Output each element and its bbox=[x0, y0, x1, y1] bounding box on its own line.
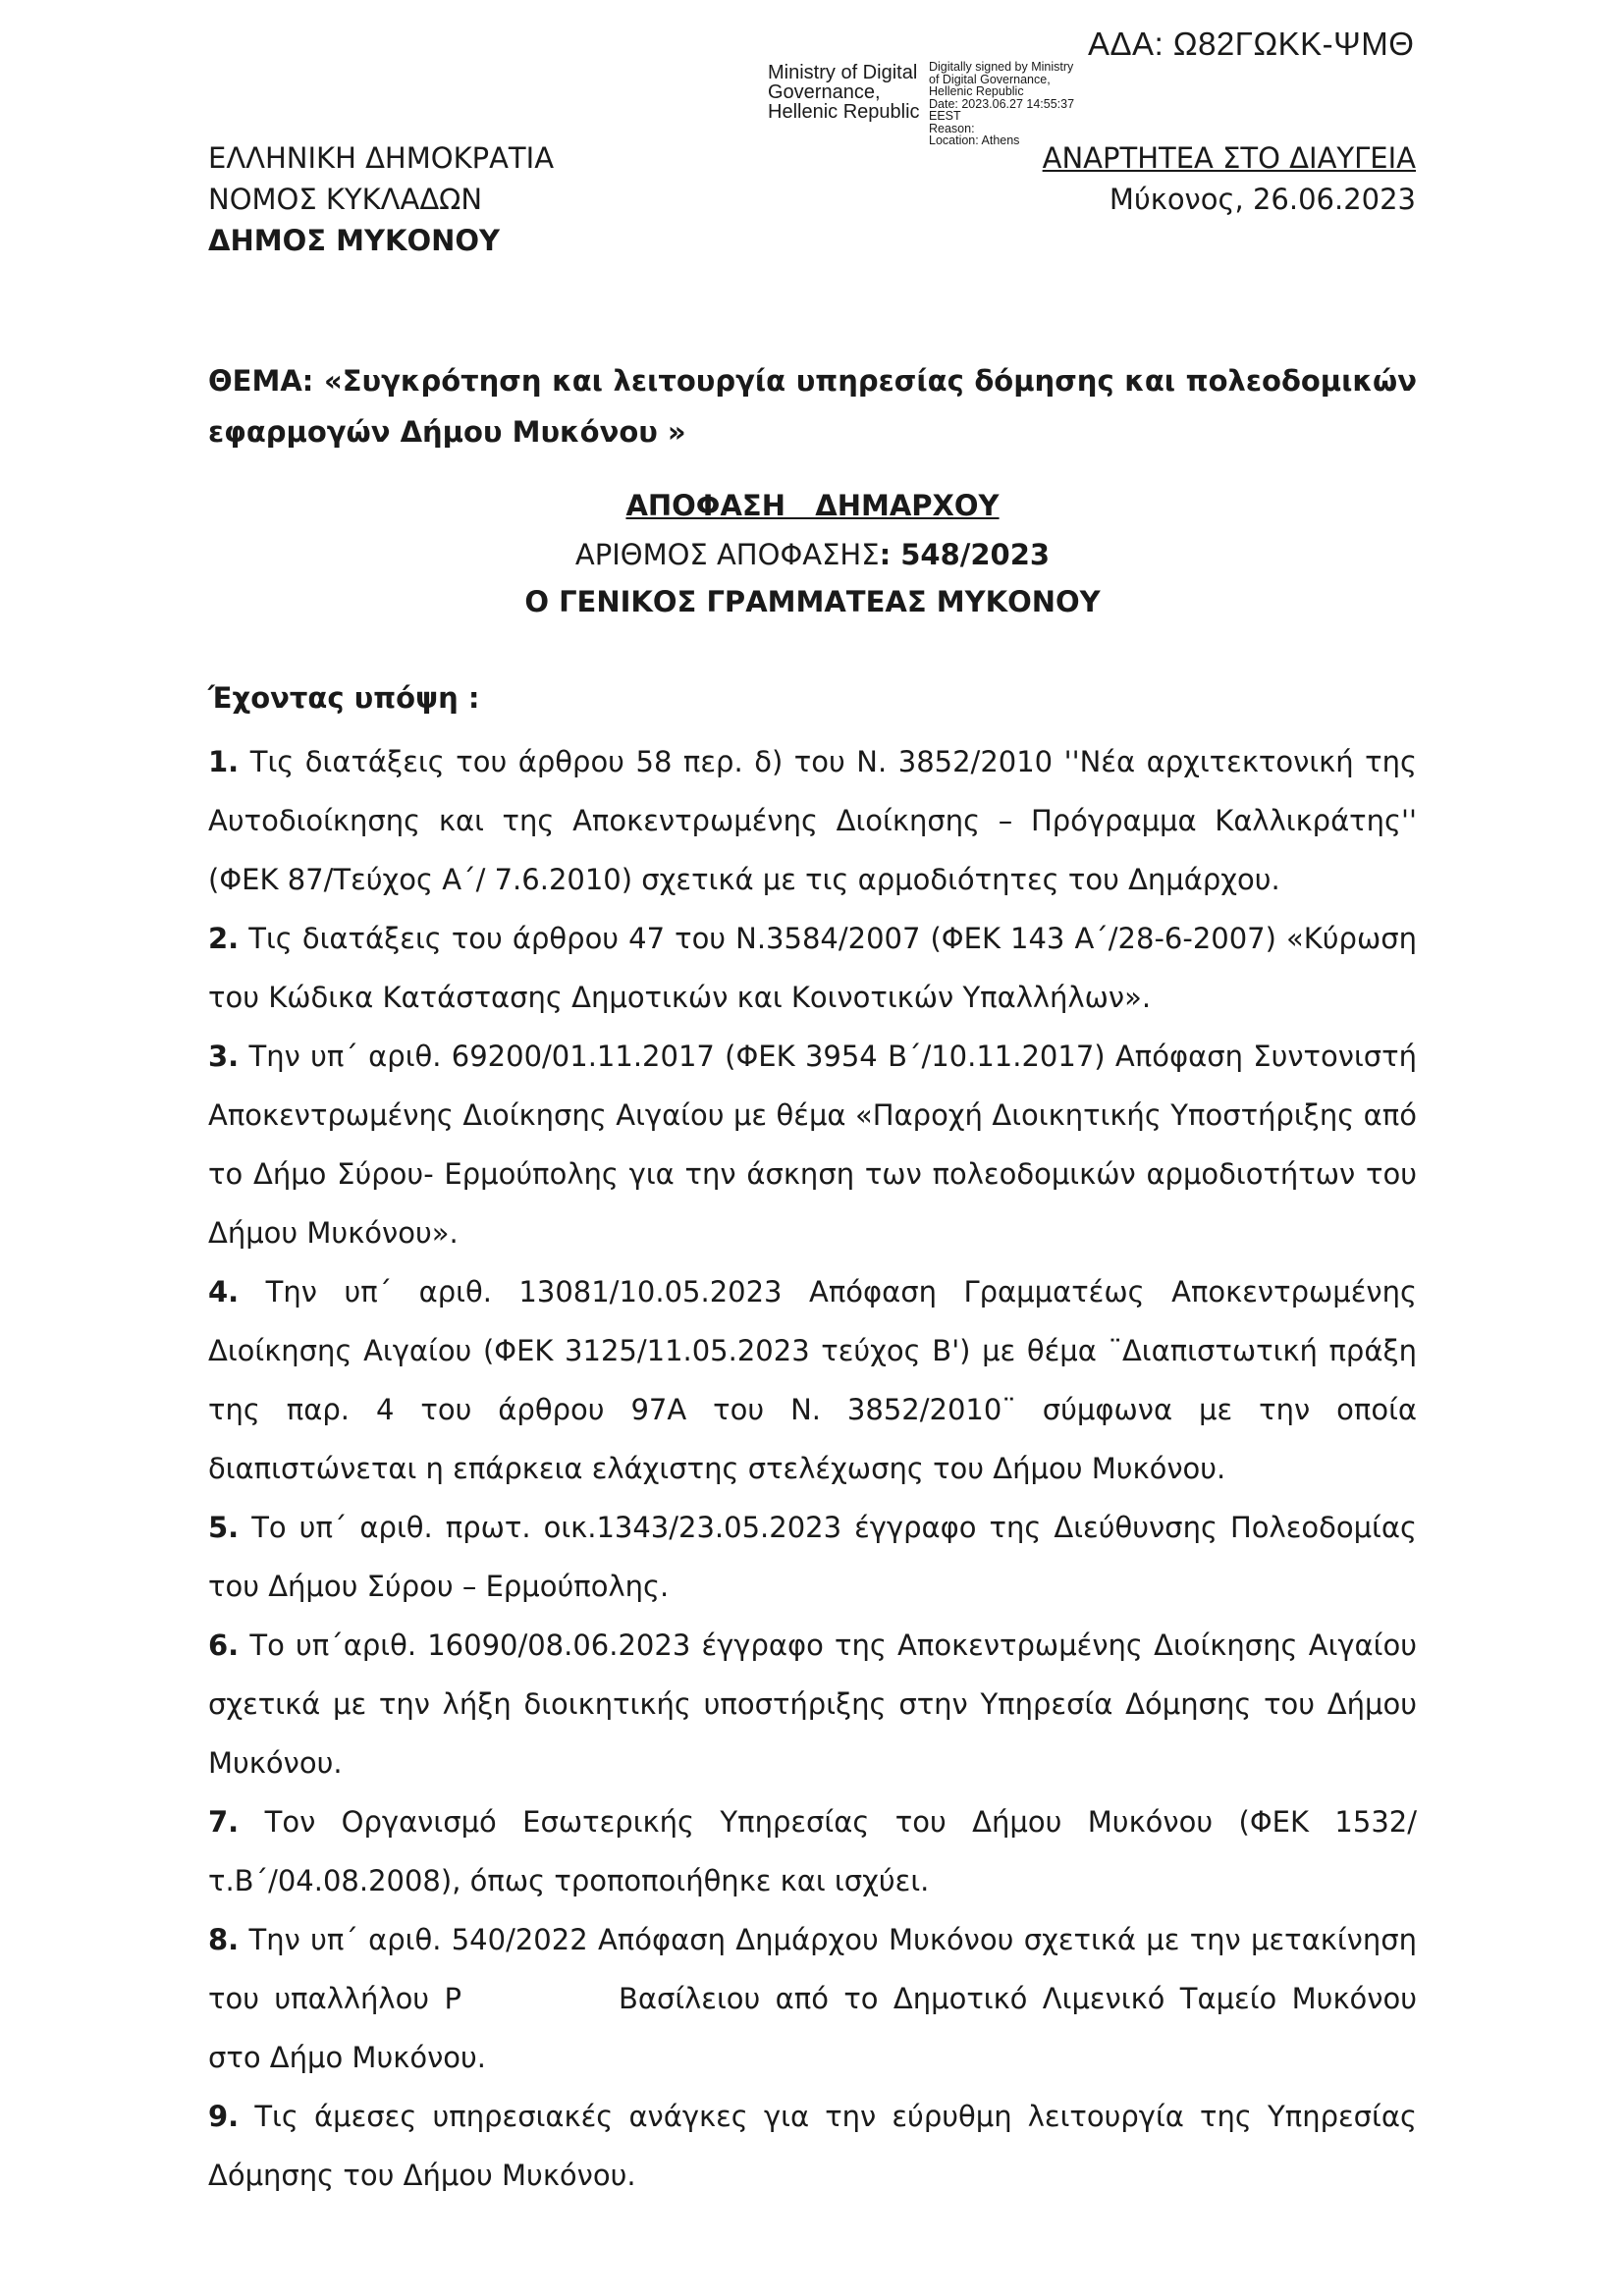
signature-details bbox=[929, 61, 1074, 147]
item-number: 8. bbox=[208, 1923, 240, 1956]
signature-org-line: Ministry of Digital bbox=[768, 62, 918, 83]
consideration-item bbox=[208, 1498, 1417, 1616]
prefecture-line: ΝΟΜΟΣ ΚΥΚΛΑΔΩΝ bbox=[208, 183, 483, 216]
item-text: Την υπ΄ αριθ. 69200/01.11.2017 (ΦΕΚ 3954 Β΄/10.11.2017) Απόφαση Συντονιστή Αποκεντρωμένης Διοίκησης Αιγαίου με θέμα «Παροχή Διοικητικής Υποστήριξης από το Δήμο Σύρου- Ερμούπολης για την άσκηση των πολεοδομικών αρμοδιοτήτων του Δήμου Μυκόνου». bbox=[208, 1040, 1417, 1250]
consideration-item bbox=[208, 2087, 1417, 2205]
signature-org-line: Hellenic Republic bbox=[768, 101, 920, 123]
publication-block bbox=[1043, 137, 1416, 220]
item-text: Τον Οργανισμό Εσωτερικής Υπηρεσίας του Δήμου Μυκόνου (ΦΕΚ 1532/τ.Β΄/04.08.2008), όπως τροποποιήθηκε και ισχύει. bbox=[208, 1805, 1417, 1897]
item-number: 3. bbox=[208, 1040, 240, 1073]
consideration-item bbox=[208, 1262, 1417, 1498]
item-text-continued: Βασίλειου από το Δημοτικό Λιμενικό Ταμείο Μυκόνου στο Δήμο Μυκόνου. bbox=[208, 1982, 1417, 2074]
document-date: Μύκονος, 26.06.2023 bbox=[1109, 183, 1416, 216]
consideration-item bbox=[208, 1027, 1417, 1262]
decision-number-label: ΑΡΙΘΜΟΣ ΑΠΟΦΑΣΗΣ bbox=[574, 538, 880, 571]
municipality-line: ΔΗΜΟΣ ΜΥΚΟΝΟΥ bbox=[208, 224, 501, 257]
item-text: Τις διατάξεις του άρθρου 47 του Ν.3584/2007 (ΦΕΚ 143 Α΄/28-6-2007) «Κύρωση του Κώδικα Κατάστασης Δημοτικών και Κοινοτικών Υπαλλήλων». bbox=[208, 922, 1417, 1014]
item-text: Τις διατάξεις του άρθρου 58 περ. δ) του Ν. 3852/2010 ''Νέα αρχιτεκτονική της Αυτοδιοίκησης και της Αποκεντρωμένης Διοίκησης – Πρόγραμμα Καλλικράτης'' (ΦΕΚ 87/Τεύχος Α΄/ 7.6.2010) σχετικά με τις αρμοδιότητες του Δημάρχου. bbox=[208, 745, 1417, 896]
signature-detail-line: Digitally signed by Ministry bbox=[929, 60, 1074, 74]
signature-organization bbox=[768, 63, 920, 122]
decision-number-value: : 548/2023 bbox=[879, 538, 1051, 571]
signature-detail-line: EEST bbox=[929, 109, 961, 123]
signature-detail-line: Date: 2023.06.27 14:55:37 bbox=[929, 96, 1075, 111]
consideration-item bbox=[208, 1616, 1417, 1792]
country-line: ΕΛΛΗΝΙΚΗ ΔΗΜΟΚΡΑΤΙΑ bbox=[208, 141, 555, 175]
item-text: Την υπ΄ αριθ. 13081/10.05.2023 Απόφαση Γραμματέως Αποκεντρωμένης Διοίκησης Αιγαίου (ΦΕΚ 3125/11.05.2023 τεύχος Β') με θέμα ¨Διαπιστωτική πράξη της παρ. 4 του άρθρου 97Α του Ν. 3852/2010¨ σύμφωνα με την οποία διαπιστώνεται η επάρκεια ελάχιστης στελέχωσης του Δήμου Μυκόνου. bbox=[208, 1275, 1417, 1485]
subject bbox=[208, 355, 1417, 457]
signature-detail-line: Location: Athens bbox=[929, 133, 1020, 147]
decision-number bbox=[208, 538, 1417, 571]
considering-heading: Έχοντας υπόψη : bbox=[208, 681, 480, 715]
signature-detail-line: Hellenic Republic bbox=[929, 84, 1024, 98]
item-number: 9. bbox=[208, 2100, 240, 2133]
consideration-item bbox=[208, 909, 1417, 1027]
item-number: 2. bbox=[208, 922, 240, 955]
item-number: 5. bbox=[208, 1511, 240, 1544]
item-number: 4. bbox=[208, 1275, 240, 1308]
consideration-item bbox=[208, 732, 1417, 909]
item-number: 7. bbox=[208, 1805, 240, 1839]
decision-title: ΑΠΟΦΑΣΗ ΔΗΜΑΡΧΟΥ bbox=[625, 489, 1000, 522]
consideration-item bbox=[208, 1792, 1417, 1910]
signature-detail-line: of Digital Governance, bbox=[929, 72, 1051, 86]
subject-line-2: εφαρμογών Δήμου Μυκόνου » bbox=[208, 415, 686, 449]
issuer-block bbox=[208, 137, 554, 261]
subject-line-1: ΘΕΜΑ: «Συγκρότηση και λειτουργία υπηρεσίας δόμησης και πολεοδομικών bbox=[208, 364, 1417, 398]
ada-code: ΑΔΑ: Ω82ΓΩΚΚ-ΨΜΘ bbox=[1088, 26, 1415, 62]
item-number: 6. bbox=[208, 1629, 240, 1662]
consideration-item bbox=[208, 1910, 1417, 2087]
decision-issuer: Ο ΓΕΝΙΚΟΣ ΓΡΑΜΜΑΤΕΑΣ ΜΥΚΟΝΟΥ bbox=[524, 585, 1101, 618]
item-number: 1. bbox=[208, 745, 240, 778]
signature-org-line: Governance, bbox=[768, 81, 881, 103]
item-text: Τις άμεσες υπηρεσιακές ανάγκες για την εύρυθμη λειτουργία της Υπηρεσίας Δόμησης του Δήμου Μυκόνου. bbox=[208, 2100, 1417, 2192]
publish-notice: ΑΝΑΡΤΗΤΕΑ ΣΤΟ ΔΙΑΥΓΕΙΑ bbox=[1042, 141, 1416, 175]
item-text: Την υπ΄ αριθ. 540/2022 Απόφαση Δημάρχου Μυκόνου σχετικά με την μετακίνηση του υπαλλήλου Ρ bbox=[208, 1923, 1417, 2015]
item-text: Το υπ΄ αριθ. πρωτ. οικ.1343/23.05.2023 έγγραφο της Διεύθυνσης Πολεοδομίας του Δήμου Σύρου – Ερμούπολης. bbox=[208, 1511, 1417, 1603]
item-text: Το υπ΄αριθ. 16090/08.06.2023 έγγραφο της Αποκεντρωμένης Διοίκησης Αιγαίου σχετικά με την λήξη διοικητικής υποστήριξης στην Υπηρεσία Δόμησης του Δήμου Μυκόνου. bbox=[208, 1629, 1417, 1780]
document-body bbox=[208, 677, 1417, 2205]
signature-detail-line: Reason: bbox=[929, 121, 975, 135]
